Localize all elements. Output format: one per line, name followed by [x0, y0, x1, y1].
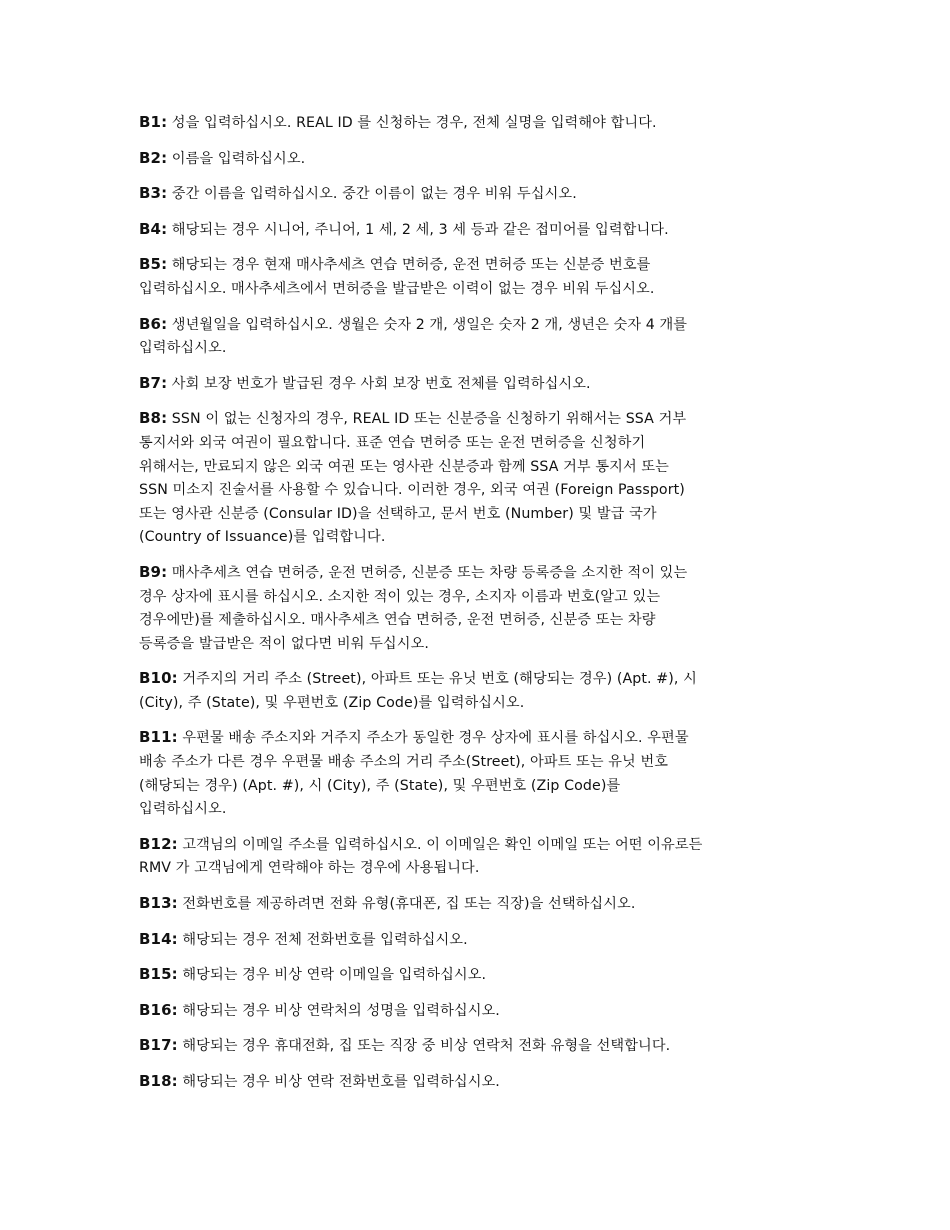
instruction-text-line: RMV 가 고객님에게 연락해야 하는 경우에 사용됩니다.: [139, 860, 480, 877]
instruction-item: [139, 999, 839, 1024]
instruction-label: B3:: [139, 184, 168, 203]
instruction-item: [139, 726, 839, 821]
instruction-text-line: 해당되는 경우 비상 연락처의 성명을 입력하십시오.: [182, 1002, 500, 1019]
instruction-text-line: 고객님의 이메일 주소를 입력하십시오. 이 이메일은 확인 이메일 또는 어떤 이유로든: [182, 836, 703, 853]
instruction-label: B15:: [139, 965, 178, 984]
instruction-text-line: 위해서는, 만료되지 않은 외국 여권 또는 영사관 신분증과 함께 SSA 거부 통지서 또는: [139, 458, 669, 475]
instruction-text-line: 해당되는 경우 비상 연락 이메일을 입력하십시오.: [182, 967, 487, 984]
instruction-label: B14:: [139, 929, 178, 948]
instruction-label: B12:: [139, 834, 178, 853]
instruction-item: [139, 218, 839, 243]
instruction-label: B11:: [139, 728, 178, 747]
instruction-item: [139, 111, 839, 136]
instruction-text-line: SSN 미소지 진술서를 사용할 수 있습니다. 이러한 경우, 외국 여권 (Foreign Passport): [139, 482, 685, 499]
instruction-label: B6:: [139, 314, 168, 333]
instruction-text-line: 매사추세츠 연습 면허증, 운전 면허증, 신분증 또는 차량 등록증을 소지한 적이 있는: [171, 564, 688, 581]
instruction-text-line: (Country of Issuance)를 입력합니다.: [139, 529, 386, 546]
instruction-text-line: 이름을 입력하십시오.: [171, 150, 306, 167]
instruction-text-line: 배송 주소가 다른 경우 우편물 배송 주소의 거리 주소(Street), 아파트 또는 유닛 번호: [139, 754, 669, 771]
instruction-text-line: 통지서와 외국 여권이 필요합니다. 표준 연습 면허증 또는 운전 면허증을 신청하기: [139, 434, 646, 451]
instruction-item: [139, 313, 839, 361]
instruction-text-line: 생년월일을 입력하십시오. 생월은 숫자 2 개, 생일은 숫자 2 개, 생년은 숫자 4 개를: [171, 316, 688, 333]
instruction-text-line: 입력하십시오.: [139, 801, 227, 818]
instruction-text-line: 해당되는 경우 현재 매사추세츠 연습 면허증, 운전 면허증 또는 신분증 번호를: [171, 257, 651, 274]
instruction-label: B7:: [139, 373, 168, 392]
instruction-text-line: 해당되는 경우 비상 연락 전화번호를 입력하십시오.: [182, 1074, 500, 1090]
instruction-text-line: 중간 이름을 입력하십시오. 중간 이름이 없는 경우 비워 두십시오.: [171, 186, 577, 203]
instruction-item: [139, 892, 839, 917]
instruction-label: B16:: [139, 1000, 178, 1019]
instruction-label: B18:: [139, 1072, 178, 1090]
instruction-text-line: 경우에만)를 제출하십시오. 매사추세츠 연습 면허증, 운전 면허증, 신분증 또는 차량: [139, 612, 656, 629]
instruction-item: [139, 833, 839, 881]
instruction-text-line: 사회 보장 번호가 발급된 경우 사회 보장 번호 전체를 입력하십시오.: [171, 375, 591, 392]
instruction-item: [139, 372, 839, 397]
instruction-text-line: 또는 영사관 신분증 (Consular ID)을 선택하고, 문서 번호 (Number) 및 발급 국가: [139, 505, 657, 522]
instruction-text-line: 거주지의 거리 주소 (Street), 아파트 또는 유닛 번호 (해당되는 경우) (Apt. #), 시: [182, 671, 697, 688]
instruction-text-line: 등록증을 발급받은 적이 없다면 비워 두십시오.: [139, 635, 429, 652]
instruction-item: [139, 1070, 839, 1095]
instruction-label: B4:: [139, 219, 168, 238]
instruction-item: [139, 561, 839, 656]
instruction-item: [139, 667, 839, 715]
instruction-item: [139, 253, 839, 301]
instruction-label: B1:: [139, 113, 168, 131]
instruction-list: [139, 111, 839, 1106]
instruction-text-line: 성을 입력하십시오. REAL ID 를 신청하는 경우, 전체 실명을 입력해야 합니다.: [171, 115, 657, 131]
instruction-text-line: 해당되는 경우 시니어, 주니어, 1 세, 2 세, 3 세 등과 같은 접미어를 입력합니다.: [171, 221, 669, 238]
instruction-item: [139, 963, 839, 988]
instruction-label: B5:: [139, 255, 168, 274]
instruction-item: [139, 1034, 839, 1059]
instruction-text-line: 입력하십시오. 매사추세츠에서 면허증을 발급받은 이력이 없는 경우 비워 두십시오.: [139, 280, 655, 297]
instruction-item: [139, 407, 839, 550]
instruction-text-line: SSN 이 없는 신청자의 경우, REAL ID 또는 신분증을 신청하기 위해서는 SSA 거부: [171, 411, 687, 428]
instruction-text-line: 해당되는 경우 휴대전화, 집 또는 직장 중 비상 연락처 전화 유형을 선택합니다.: [182, 1038, 671, 1055]
instruction-text-line: (City), 주 (State), 및 우편번호 (Zip Code)를 입력하십시오.: [139, 694, 525, 711]
instruction-text-line: (해당되는 경우) (Apt. #), 시 (City), 주 (State), 및 우편번호 (Zip Code)를: [139, 777, 621, 794]
instruction-label: B8:: [139, 409, 168, 428]
instruction-label: B13:: [139, 894, 178, 913]
instruction-item: [139, 182, 839, 207]
instruction-item: [139, 928, 839, 953]
instruction-label: B17:: [139, 1036, 178, 1055]
instruction-text-line: 우편물 배송 주소지와 거주지 주소가 동일한 경우 상자에 표시를 하십시오. 우편물: [182, 730, 689, 747]
instruction-text-line: 입력하십시오.: [139, 340, 227, 357]
instruction-text-line: 경우 상자에 표시를 하십시오. 소지한 적이 있는 경우, 소지자 이름과 번호(알고 있는: [139, 588, 661, 605]
instruction-label: B2:: [139, 148, 168, 167]
instruction-item: [139, 147, 839, 172]
instruction-text-line: 해당되는 경우 전체 전화번호를 입력하십시오.: [182, 931, 468, 948]
instruction-label: B9:: [139, 562, 168, 581]
instruction-text-line: 전화번호를 제공하려면 전화 유형(휴대폰, 집 또는 직장)을 선택하십시오.: [182, 896, 636, 913]
instruction-label: B10:: [139, 669, 178, 688]
